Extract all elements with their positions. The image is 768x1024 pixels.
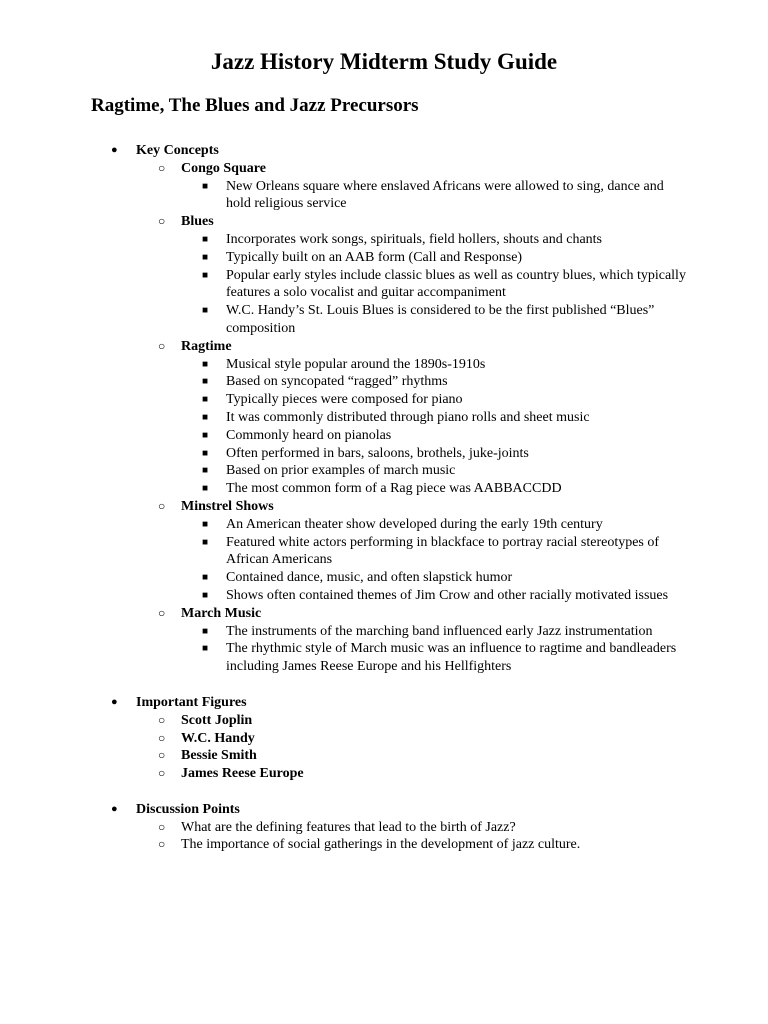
- document-title: Jazz History Midterm Study Guide: [210, 49, 558, 74]
- concept-detail: [0, 178, 768, 214]
- study-outline: [0, 142, 768, 854]
- concept-detail-text: Commonly heard on pianolas: [226, 427, 392, 443]
- concept-detail-text: Popular early styles include classic blues as well as country blues, which typically features a solo vocalist and guitar accompaniment: [226, 267, 686, 301]
- concept-detail-text: Based on syncopated “ragged” rhythms: [226, 374, 448, 390]
- concept-heading: [0, 338, 768, 356]
- section-discussion-points: [0, 801, 768, 819]
- concept-detail: [0, 249, 768, 267]
- concept-detail: [0, 231, 768, 249]
- square-bullet-icon: ■: [202, 518, 209, 530]
- concept-heading-text: March Music: [181, 605, 262, 621]
- figure-item-text: Scott Joplin: [181, 712, 253, 728]
- square-bullet-icon: ■: [202, 429, 209, 441]
- square-bullet-icon: ■: [202, 643, 209, 655]
- square-bullet-icon: ■: [202, 180, 209, 192]
- hollow-circle-bullet-icon: ○: [158, 748, 166, 763]
- square-bullet-icon: ■: [202, 447, 209, 459]
- concept-detail: [0, 587, 768, 605]
- concept-detail-text: W.C. Handy’s St. Louis Blues is considered to be the first published “Blues” composition: [226, 303, 655, 336]
- figure-item-text: Bessie Smith: [181, 748, 257, 764]
- square-bullet-icon: ■: [202, 625, 209, 637]
- figure-item: [0, 747, 768, 765]
- filled-circle-bullet-icon: ●: [111, 695, 118, 708]
- discussion-item: [0, 836, 768, 854]
- section-discussion-points-text: Discussion Points: [136, 801, 240, 817]
- concept-detail: [0, 427, 768, 445]
- square-bullet-icon: ■: [202, 233, 209, 245]
- section-spacer: [0, 783, 768, 801]
- concept-detail-text: Shows often contained themes of Jim Crow and other racially motivated issues: [226, 587, 669, 603]
- concept-heading: [0, 498, 768, 516]
- concept-detail: [0, 534, 768, 570]
- discussion-item: [0, 819, 768, 837]
- section-important-figures: [0, 694, 768, 712]
- figure-item: [0, 765, 768, 783]
- concept-detail-text: The rhythmic style of March music was an influence to ragtime and bandleaders including James Reese Europe and his Hellfighters: [226, 641, 677, 675]
- figure-item-text: James Reese Europe: [181, 766, 304, 782]
- hollow-circle-bullet-icon: ○: [158, 712, 166, 727]
- concept-detail-text: Typically pieces were composed for piano: [226, 392, 463, 408]
- concept-detail: [0, 516, 768, 534]
- square-bullet-icon: ■: [202, 572, 209, 584]
- concept-detail-text: Musical style popular around the 1890s-1910s: [226, 356, 486, 372]
- filled-circle-bullet-icon: ●: [111, 144, 118, 156]
- concept-detail: [0, 356, 768, 374]
- hollow-circle-bullet-icon: ○: [158, 730, 166, 745]
- square-bullet-icon: ■: [202, 358, 209, 370]
- concept-heading-text: Congo Square: [181, 160, 266, 176]
- concept-detail: [0, 373, 768, 391]
- concept-heading: [0, 160, 768, 178]
- filled-circle-bullet-icon: ●: [111, 802, 118, 815]
- concept-detail: [0, 569, 768, 587]
- concept-detail: [0, 445, 768, 463]
- concept-heading-text: Blues: [181, 214, 214, 230]
- square-bullet-icon: ■: [202, 269, 209, 281]
- hollow-circle-bullet-icon: ○: [158, 837, 166, 852]
- concept-detail-text: Based on prior examples of march music: [226, 463, 456, 479]
- concept-detail-text: It was commonly distributed through piano rolls and sheet music: [226, 409, 590, 425]
- concept-detail-text: The instruments of the marching band influenced early Jazz instrumentation: [226, 623, 653, 639]
- concept-detail-text: Incorporates work songs, spirituals, field hollers, shouts and chants: [226, 231, 602, 247]
- section-key-concepts-text: Key Concepts: [136, 143, 219, 158]
- square-bullet-icon: ■: [202, 411, 209, 423]
- square-bullet-icon: ■: [202, 305, 209, 317]
- square-bullet-icon: ■: [202, 376, 209, 388]
- hollow-circle-bullet-icon: ○: [158, 605, 166, 620]
- concept-detail: [0, 302, 768, 338]
- concept-detail-text: Featured white actors performing in blackface to portray racial stereotypes of African Americans: [226, 534, 660, 568]
- hollow-circle-bullet-icon: ○: [158, 766, 166, 781]
- figure-item: [0, 712, 768, 730]
- hollow-circle-bullet-icon: ○: [158, 160, 166, 175]
- square-bullet-icon: ■: [202, 589, 209, 601]
- concept-detail: [0, 640, 768, 676]
- hollow-circle-bullet-icon: ○: [158, 819, 166, 834]
- discussion-item-text: What are the defining features that lead to the birth of Jazz?: [181, 819, 516, 835]
- concept-heading-text: Minstrel Shows: [181, 498, 274, 514]
- section-spacer: [0, 676, 768, 694]
- concept-detail: [0, 462, 768, 480]
- hollow-circle-bullet-icon: ○: [158, 338, 166, 353]
- figure-item-text: W.C. Handy: [181, 730, 255, 746]
- section-key-concepts: [0, 142, 768, 160]
- concept-detail-text: Contained dance, music, and often slapstick humor: [226, 570, 513, 586]
- concept-detail-text: New Orleans square where enslaved Africans were allowed to sing, dance and hold religious service: [226, 178, 664, 212]
- figure-item: [0, 730, 768, 748]
- section-important-figures-text: Important Figures: [136, 694, 247, 710]
- square-bullet-icon: ■: [202, 483, 209, 495]
- concept-heading: [0, 605, 768, 623]
- concept-heading: [0, 213, 768, 231]
- hollow-circle-bullet-icon: ○: [158, 498, 166, 513]
- concept-detail-text: The most common form of a Rag piece was AABBACCDD: [226, 481, 562, 497]
- concept-detail: [0, 267, 768, 303]
- square-bullet-icon: ■: [202, 465, 209, 477]
- concept-detail-text: Often performed in bars, saloons, brothels, juke-joints: [226, 445, 529, 461]
- concept-detail-text: Typically built on an AAB form (Call and Response): [226, 249, 523, 265]
- concept-detail: [0, 623, 768, 641]
- concept-heading-text: Ragtime: [181, 338, 232, 354]
- square-bullet-icon: ■: [202, 251, 209, 263]
- square-bullet-icon: ■: [202, 536, 209, 548]
- discussion-item-text: The importance of social gatherings in the development of jazz culture.: [181, 837, 581, 853]
- section-heading: Ragtime, The Blues and Jazz Precursors: [91, 95, 419, 116]
- concept-detail: [0, 480, 768, 498]
- concept-detail: [0, 391, 768, 409]
- hollow-circle-bullet-icon: ○: [158, 214, 166, 229]
- square-bullet-icon: ■: [202, 394, 209, 406]
- concept-detail: [0, 409, 768, 427]
- concept-detail-text: An American theater show developed during the early 19th century: [226, 516, 603, 532]
